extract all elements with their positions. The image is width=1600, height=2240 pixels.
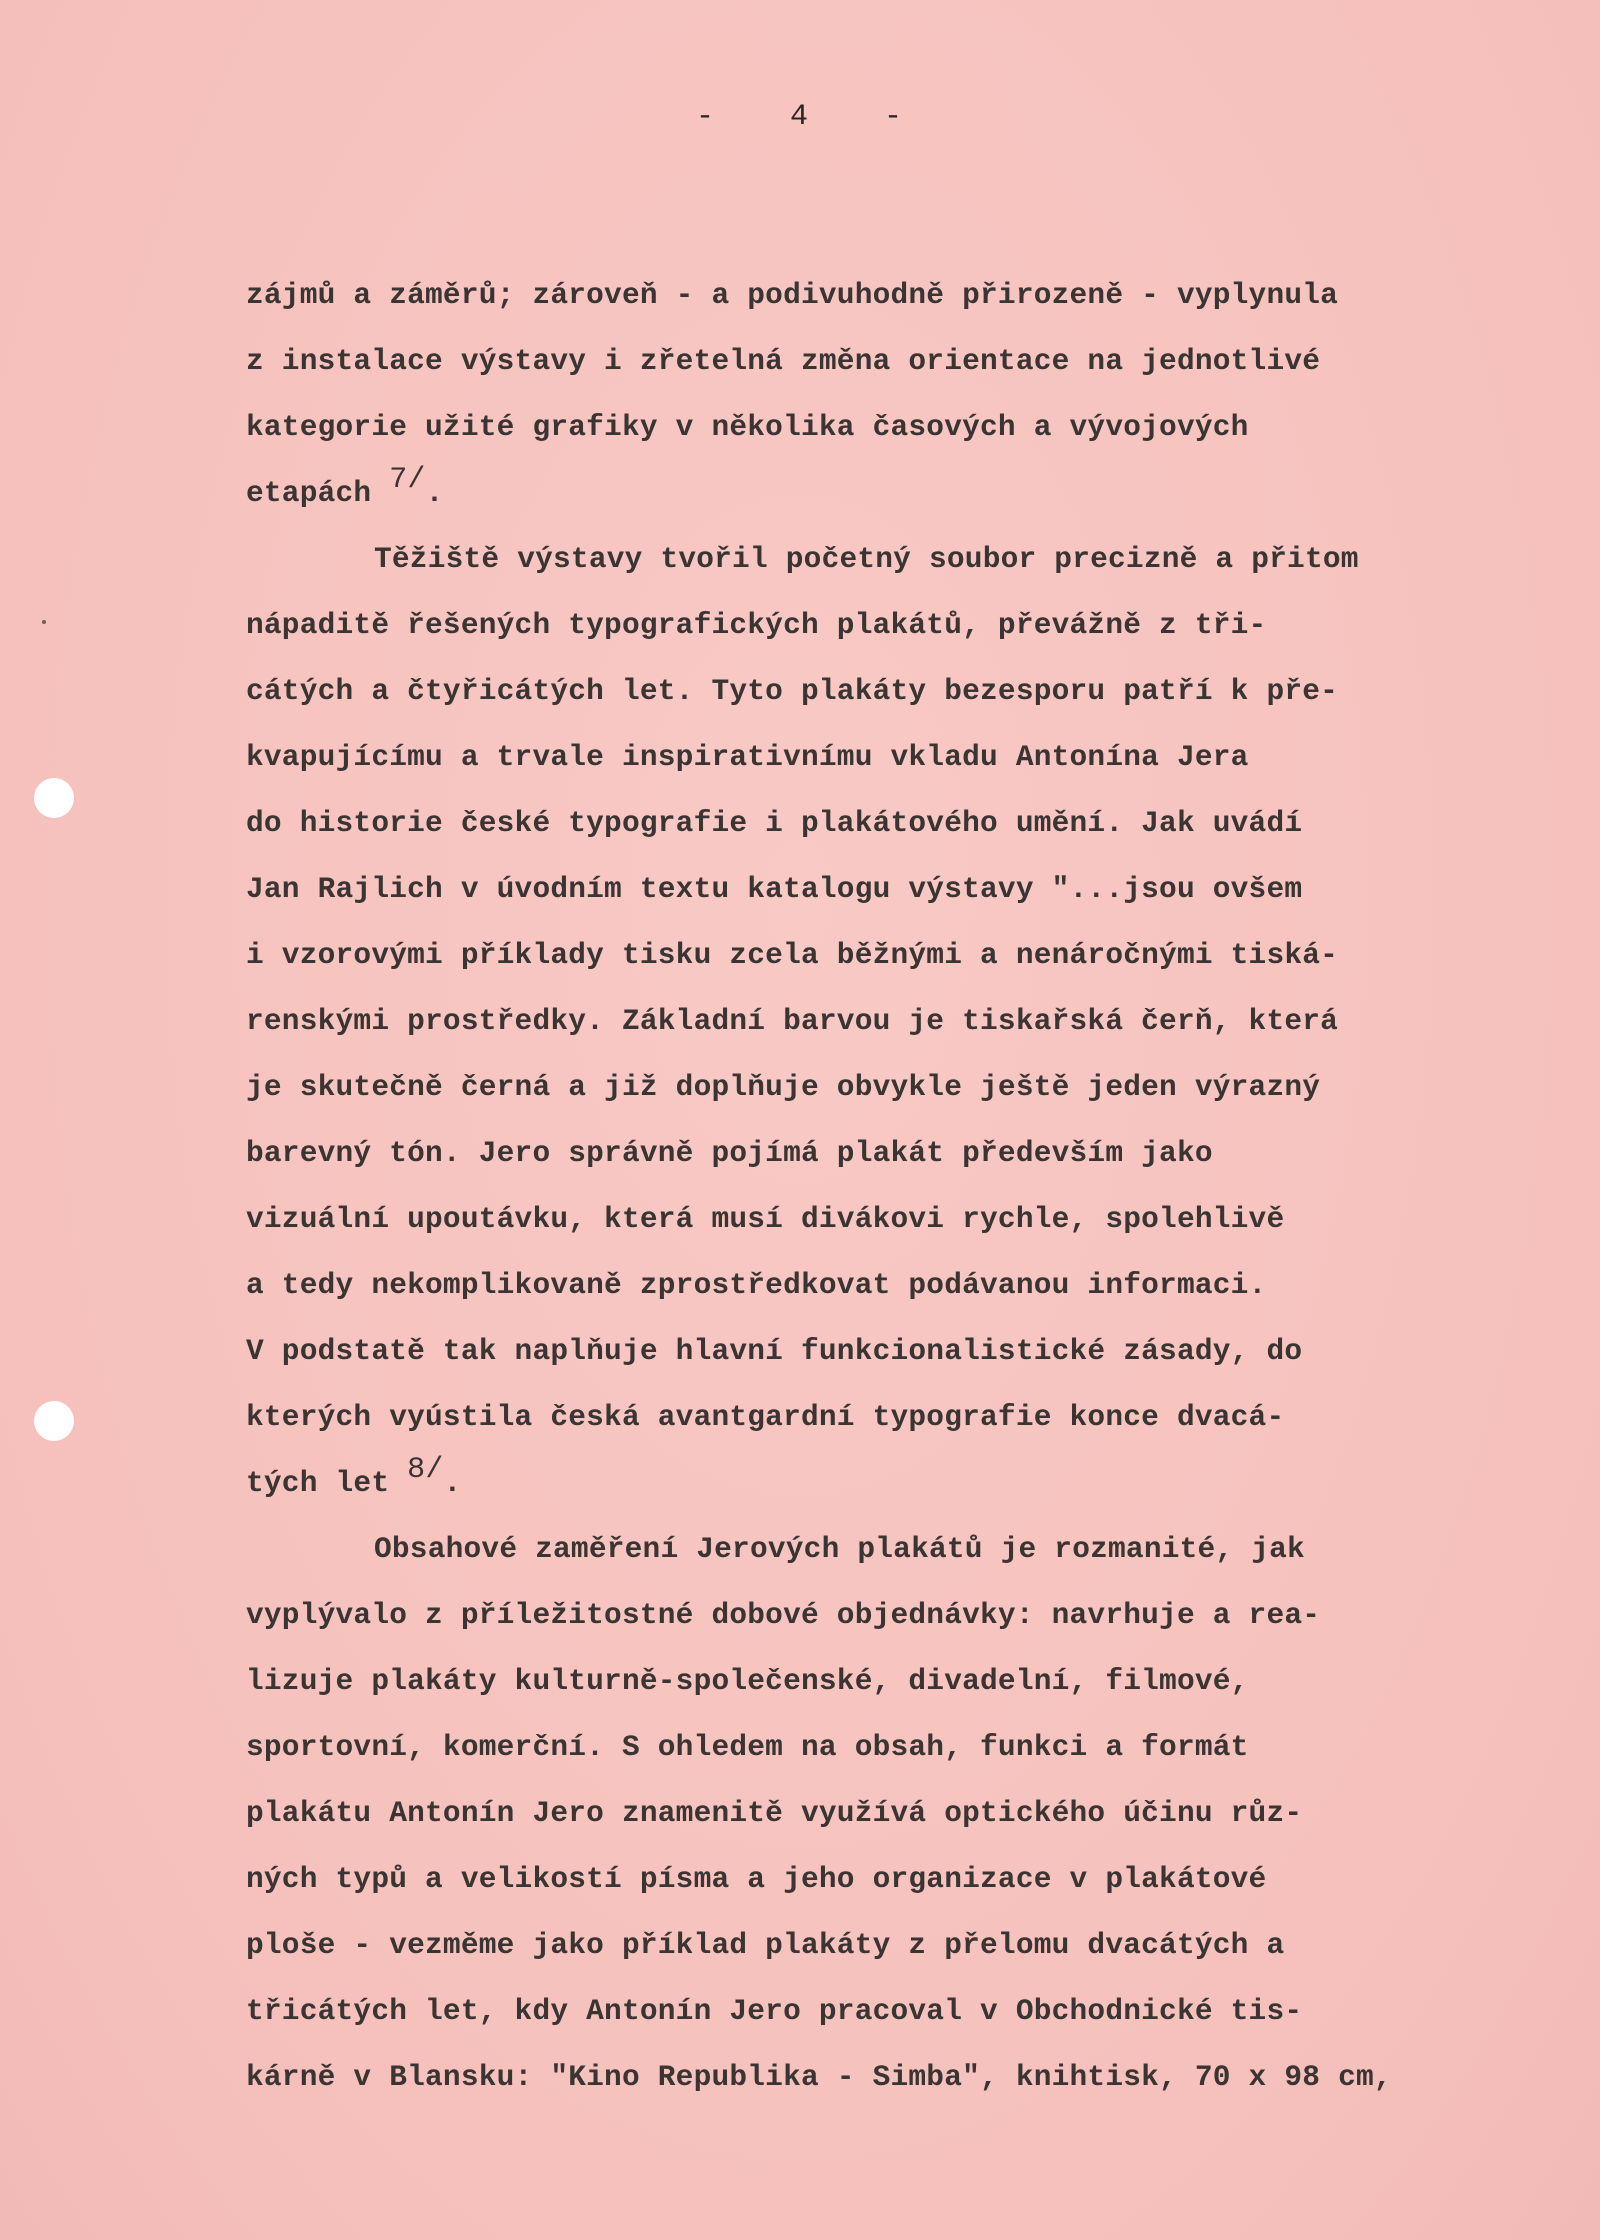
punch-hole-lower xyxy=(34,1401,74,1441)
text-line: a tedy nekomplikovaně zprostředkovat podávanou informaci. xyxy=(246,1268,1267,1302)
text-line: kterých vyústila česká avantgardní typografie konce dvacá- xyxy=(246,1400,1285,1434)
text-line: sportovní, komerční. S ohledem na obsah, funkci a formát xyxy=(246,1730,1249,1764)
text-line: ploše - vezměme jako příklad plakáty z přelomu dvacátých a xyxy=(246,1928,1285,1962)
text-line: Obsahové zaměření Jerových plakátů je rozmanité, jak xyxy=(374,1532,1305,1566)
text-line: do historie české typografie i plakátového umění. Jak uvádí xyxy=(246,806,1303,840)
text-line: V podstatě tak naplňuje hlavní funkcionalistické zásady, do xyxy=(246,1334,1303,1368)
text-line: Jan Rajlich v úvodním textu katalogu výstavy "...jsou ovšem xyxy=(246,872,1303,906)
page-number-dash-right: - xyxy=(884,100,905,134)
page-number-dash-left: - xyxy=(695,100,716,134)
text-line: kvapujícímu a trvale inspirativnímu vkladu Antonína Jera xyxy=(246,740,1249,774)
text-line: kárně v Blansku: "Kino Republika - Simba", knihtisk, 70 x 98 cm, xyxy=(246,2060,1392,2094)
text-line: vyplývalo z příležitostné dobové objednávky: navrhuje a rea- xyxy=(246,1598,1321,1632)
text-line: barevný tón. Jero správně pojímá plakát především jako xyxy=(246,1136,1213,1170)
text-line: z instalace výstavy i zřetelná změna orientace na jednotlivé xyxy=(246,344,1321,378)
page-number-value: 4 xyxy=(789,100,810,134)
sentence-end: . xyxy=(425,476,444,510)
text-line-content: tých let xyxy=(246,1466,408,1500)
text-line: renskými prostředky. Základní barvou je tiskařská čerň, která xyxy=(246,1004,1339,1038)
text-line: nápaditě řešených typografických plakátů, převážně z tři- xyxy=(246,608,1267,642)
stray-mark xyxy=(42,620,46,624)
text-line: zájmů a záměrů; zároveň - a podivuhodně přirozeně - vyplynula xyxy=(246,278,1339,312)
text-line: lizuje plakáty kulturně-společenské, divadelní, filmové, xyxy=(246,1664,1249,1698)
footnote-ref-7: 7/ xyxy=(389,463,426,497)
text-line: i vzorovými příklady tisku zcela běžnými a nenáročnými tiská- xyxy=(246,938,1339,972)
text-line: je skutečně černá a již doplňuje obvykle ještě jeden výrazný xyxy=(246,1070,1321,1104)
page-number xyxy=(0,100,1600,134)
text-line: plakátu Antonín Jero znamenitě využívá optického účinu růz- xyxy=(246,1796,1303,1830)
sentence-end: . xyxy=(443,1466,462,1500)
body-text xyxy=(246,262,1546,2110)
text-line-with-footnote xyxy=(246,460,1546,526)
text-line-with-footnote xyxy=(246,1450,1546,1516)
text-line: třicátých let, kdy Antonín Jero pracoval v Obchodnické tis- xyxy=(246,1994,1303,2028)
footnote-ref-8: 8/ xyxy=(407,1453,444,1487)
punch-hole-upper xyxy=(34,778,74,818)
text-line: cátých a čtyřicátých let. Tyto plakáty bezesporu patří k pře- xyxy=(246,674,1339,708)
text-line: ných typů a velikostí písma a jeho organizace v plakátové xyxy=(246,1862,1267,1896)
text-line-content: etapách xyxy=(246,476,390,510)
text-line: kategorie užité grafiky v několika časových a vývojových xyxy=(246,410,1249,444)
text-line: Těžiště výstavy tvořil početný soubor precizně a přitom xyxy=(374,542,1359,576)
text-line: vizuální upoutávku, která musí divákovi rychle, spolehlivě xyxy=(246,1202,1285,1236)
